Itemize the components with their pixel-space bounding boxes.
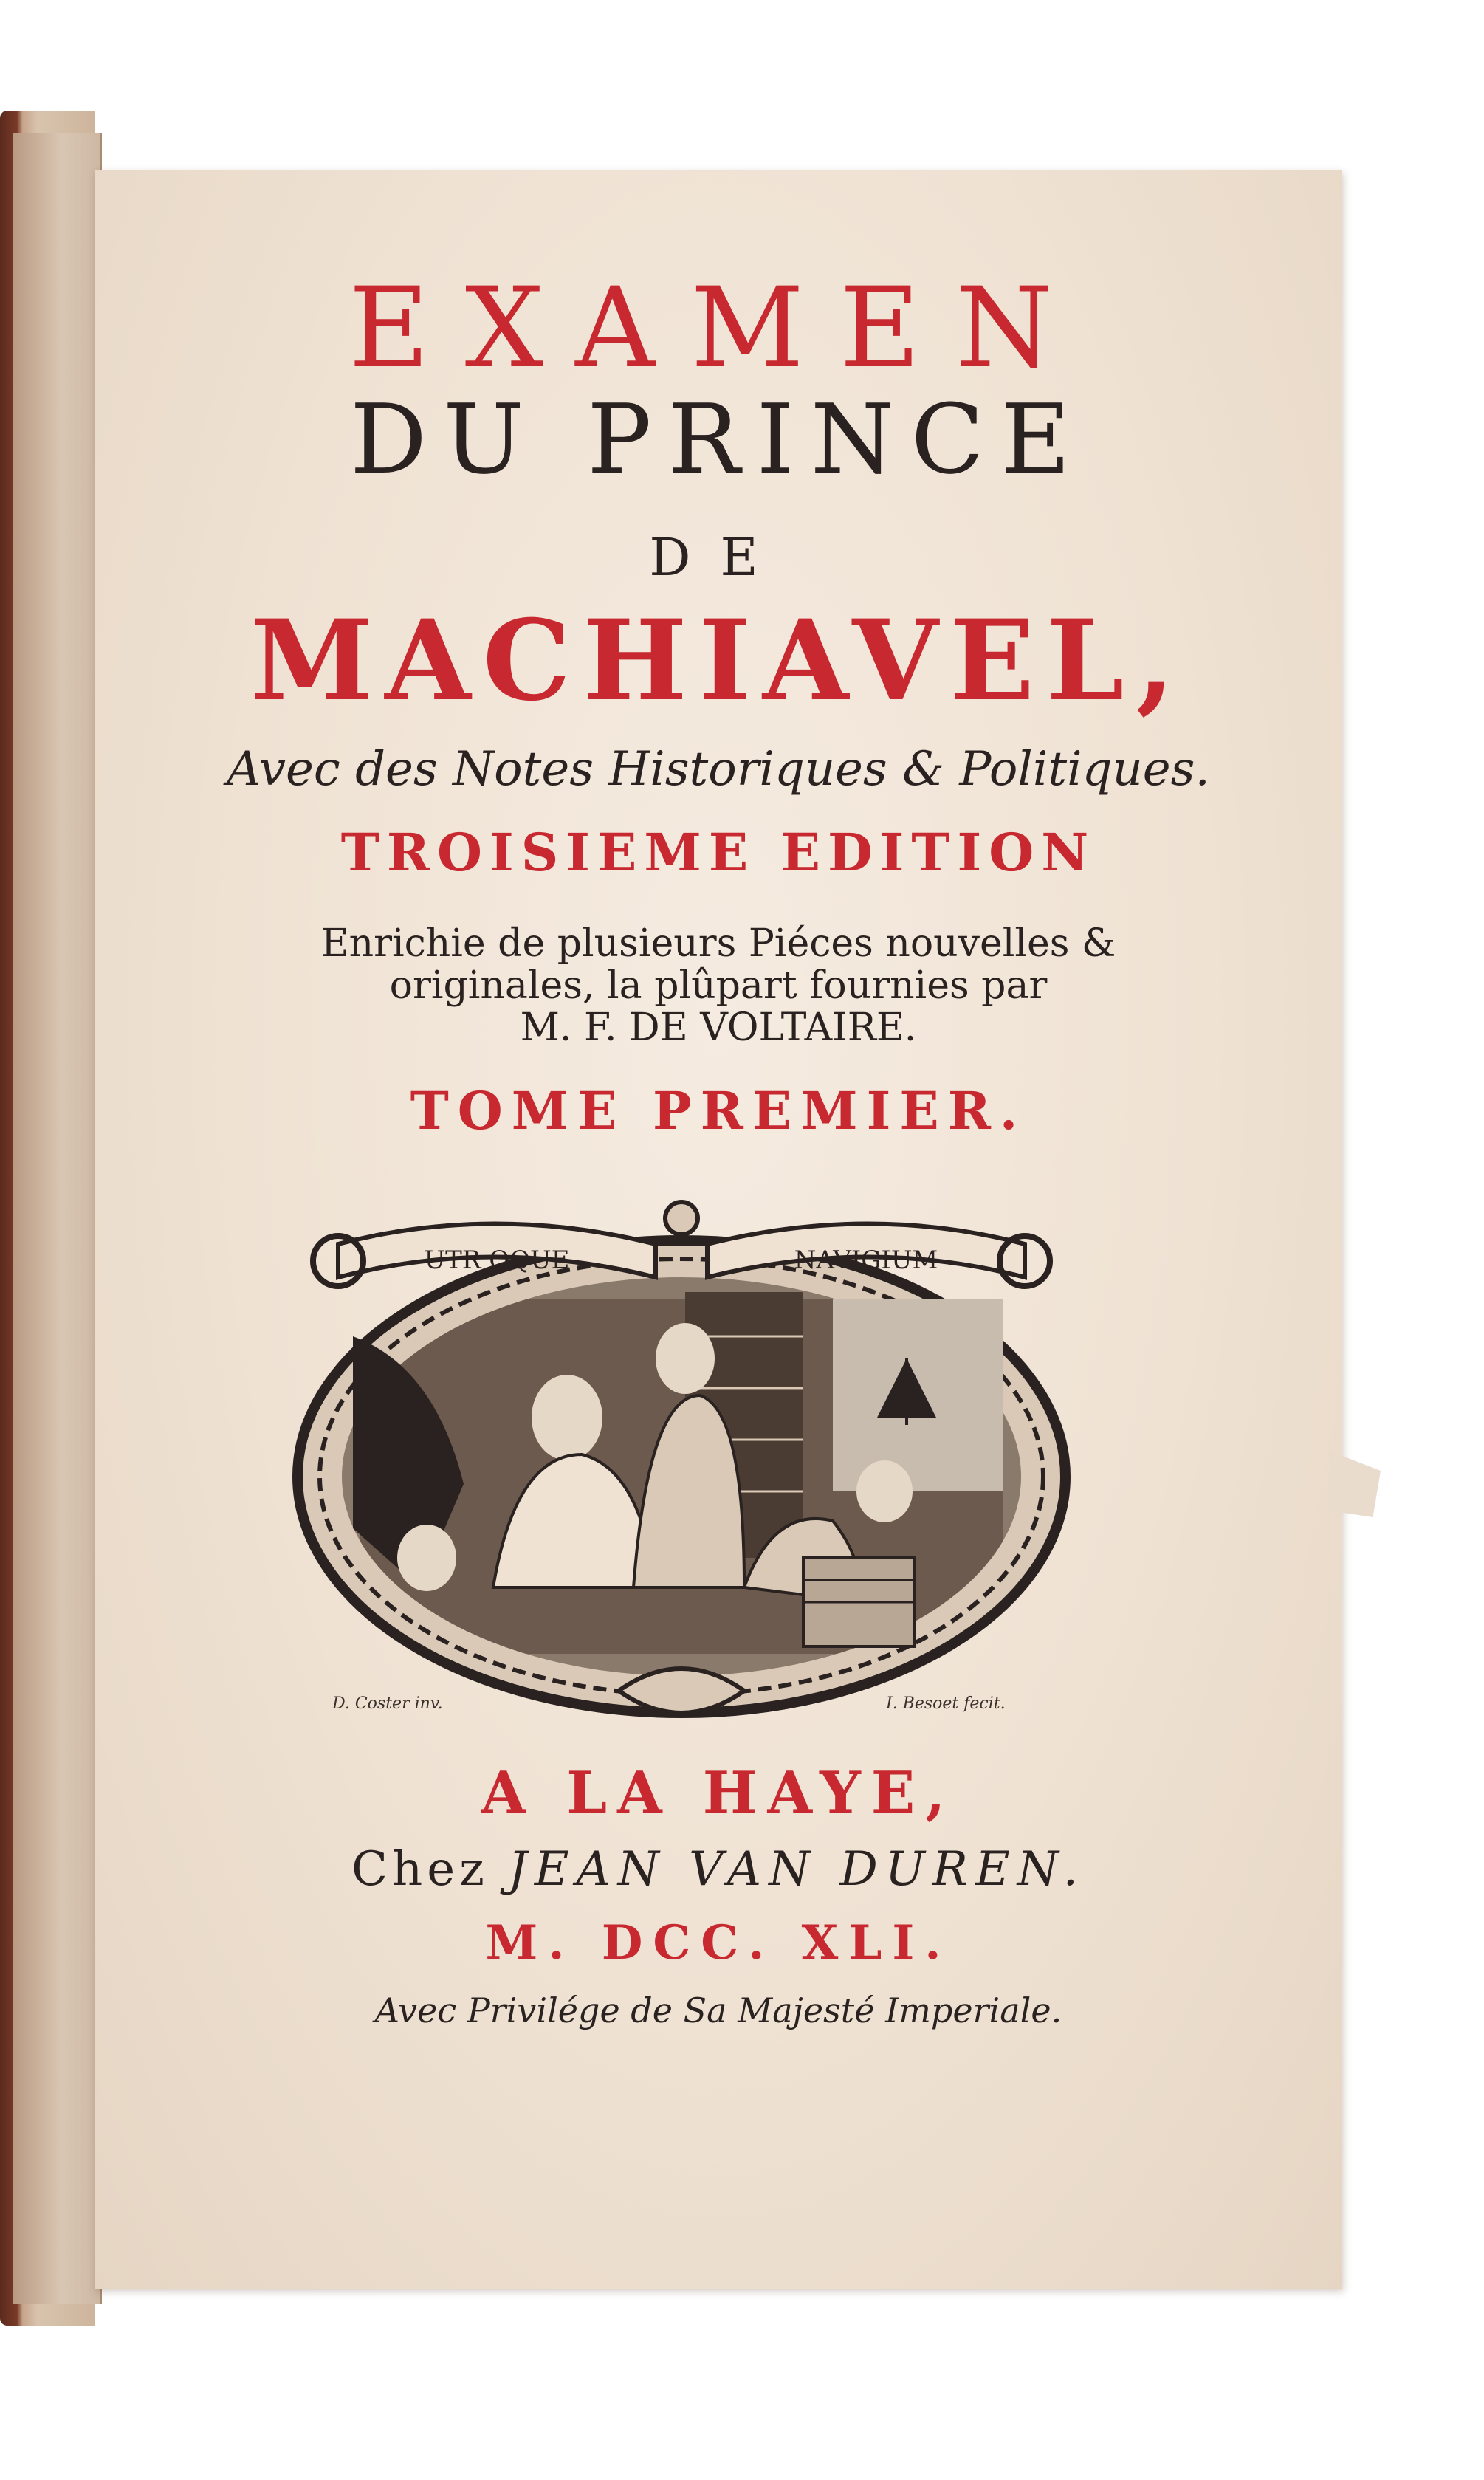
edition-line: TROISIEME EDITION: [340, 822, 1096, 883]
engraving-credit-engraver: I. Besoet fecit.: [886, 1694, 1006, 1713]
subtitle: Avec des Notes Historiques & Politiques.: [227, 742, 1210, 797]
title-line-examen: EXAMEN: [348, 264, 1088, 393]
title-line-machiavel: MACHIAVEL,: [250, 596, 1186, 726]
enrichment-line-1: Enrichie de plusieurs Piéces nouvelles &: [320, 921, 1116, 966]
enrichment-line-2: originales, la plûpart fournies par: [389, 964, 1048, 1009]
privilege-line: Avec Privilége de Sa Majesté Imperiale.: [374, 1990, 1062, 2030]
enrichment-text: [95, 923, 1342, 1050]
title-line-de: DE: [649, 527, 788, 588]
engraving-vignette: [272, 1174, 1091, 1735]
engraving-credit-designer: D. Coster inv.: [332, 1694, 443, 1713]
enrichment-line-3: M. F. DE VOLTAIRE.: [520, 1006, 917, 1051]
title-line-prince: DU PRINCE: [350, 383, 1087, 495]
banner-left-text: UTR OQUE: [424, 1246, 570, 1275]
imprint-date: M. DCC. XLI.: [485, 1915, 952, 1971]
banner-right-text: NAVIGIUM: [794, 1246, 938, 1275]
torn-page-tab: [1329, 1451, 1381, 1517]
printer-prefix: Chez: [351, 1842, 489, 1897]
volume-line: TOME PREMIER.: [410, 1080, 1027, 1141]
book-spine-pages: [13, 133, 102, 2304]
imprint-printer: [95, 1842, 1342, 1897]
printer-name: JEAN VAN DUREN.: [508, 1842, 1085, 1897]
imprint-place: A LA HAYE,: [481, 1759, 956, 1827]
